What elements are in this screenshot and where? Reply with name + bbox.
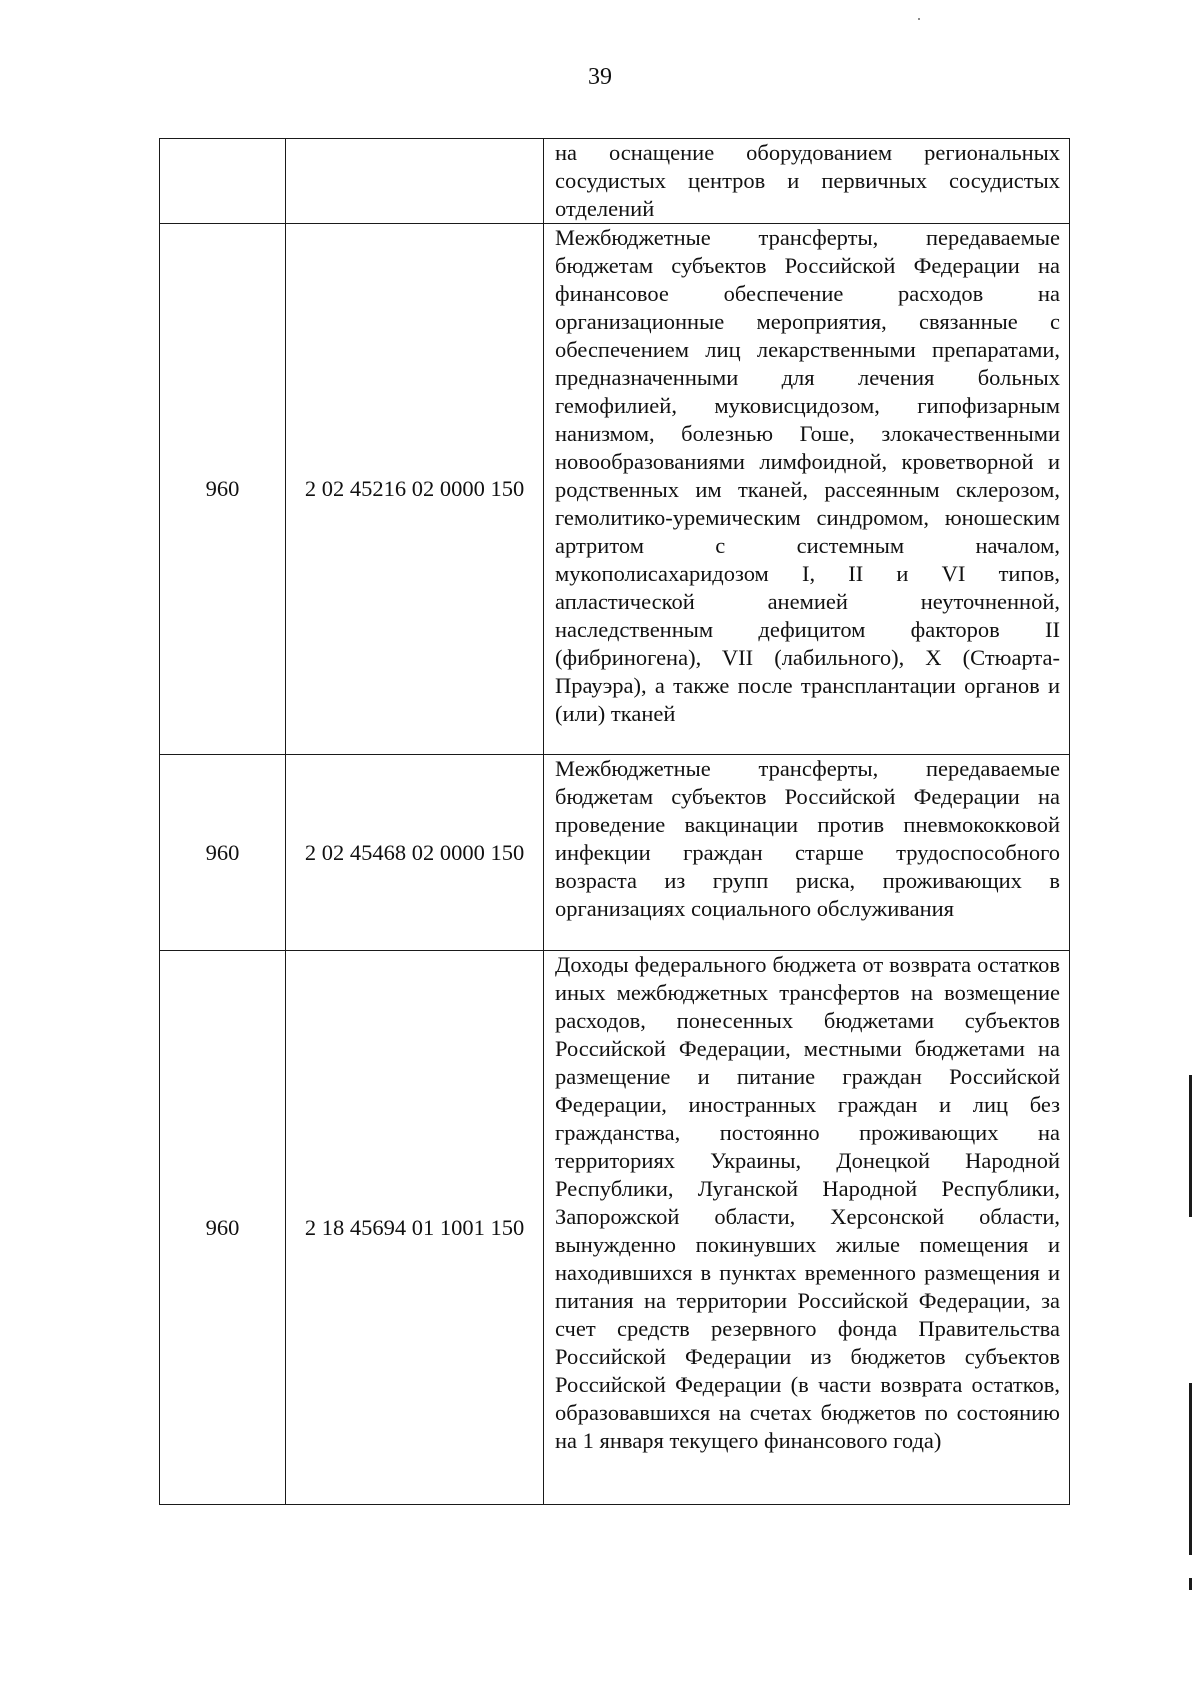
table-row	[160, 755, 1070, 951]
scan-speck	[918, 18, 920, 20]
table-row	[160, 951, 1070, 1505]
description-text: на оснащение оборудованием региональных сосудистых центров и первичных сосудистых отделений	[555, 140, 1060, 221]
scan-edge-mark	[1189, 1383, 1192, 1555]
description-text: Межбюджетные трансферты, передаваемые бюджетам субъектов Российской Федерации на проведение вакцинации против пневмококковой инфекции граждан старше трудоспособного возраста из групп риска, проживающих в организациях социального обслуживания	[555, 756, 1060, 921]
table-row	[160, 139, 1070, 224]
budget-code-cell: 2 02 45216 02 0000 150	[286, 224, 544, 755]
description-cell	[544, 224, 1070, 755]
admin-code-cell: 960	[160, 951, 286, 1505]
description-text: Доходы федерального бюджета от возврата остатков иных межбюджетных трансфертов на возмещение расходов, понесенных бюджетами субъектов Российской Федерации, местными бюджетами на размещение и питание граждан Российской Федерации, иностранных граждан и лиц без гражданства, постоянно проживающих на территориях Украины, Донецкой Народной Республики, Луганской Народной Республики, Запорожской области, Херсонской области, вынужденно покинувших жилые помещения и находившихся в пунктах временного размещения и питания на территории Российской Федерации, за счет средств резервного фонда Правительства Российской Федерации из бюджетов субъектов Российской Федерации (в части возврата остатков, образовавшихся на счетах бюджетов по состоянию на 1 января текущего финансового года)	[555, 952, 1060, 1453]
budget-code-cell	[286, 139, 544, 224]
page-number: 39	[588, 64, 612, 90]
description-cell	[544, 139, 1070, 224]
admin-code-cell	[160, 139, 286, 224]
budget-code-cell: 2 18 45694 01 1001 150	[286, 951, 544, 1505]
scan-edge-mark	[1189, 1075, 1192, 1217]
table-row	[160, 224, 1070, 755]
scan-edge-mark	[1189, 1578, 1192, 1590]
description-cell	[544, 951, 1070, 1505]
budget-code-cell: 2 02 45468 02 0000 150	[286, 755, 544, 951]
description-text: Межбюджетные трансферты, передаваемые бюджетам субъектов Российской Федерации на финансовое обеспечение расходов на организационные мероприятия, связанные с обеспечением лиц лекарственными препаратами, предназначенными для лечения больных гемофилией, муковисцидозом, гипофизарным нанизмом, болезнью Гоше, злокачественными новообразованиями лимфоидной, кроветворной и родственных им тканей, рассеянным склерозом, гемолитико-уремическим синдромом, юношеским артритом с системным началом, мукополисахаридозом I, II и VI типов, апластической анемией неуточненной, наследственным дефицитом факторов II (фибриногена), VII (лабильного), X (Стюарта-Прауэра), а также после трансплантации органов и (или) тканей	[555, 225, 1060, 726]
description-cell	[544, 755, 1070, 951]
admin-code-cell: 960	[160, 224, 286, 755]
budget-classification-table	[159, 138, 1070, 1505]
admin-code-cell: 960	[160, 755, 286, 951]
